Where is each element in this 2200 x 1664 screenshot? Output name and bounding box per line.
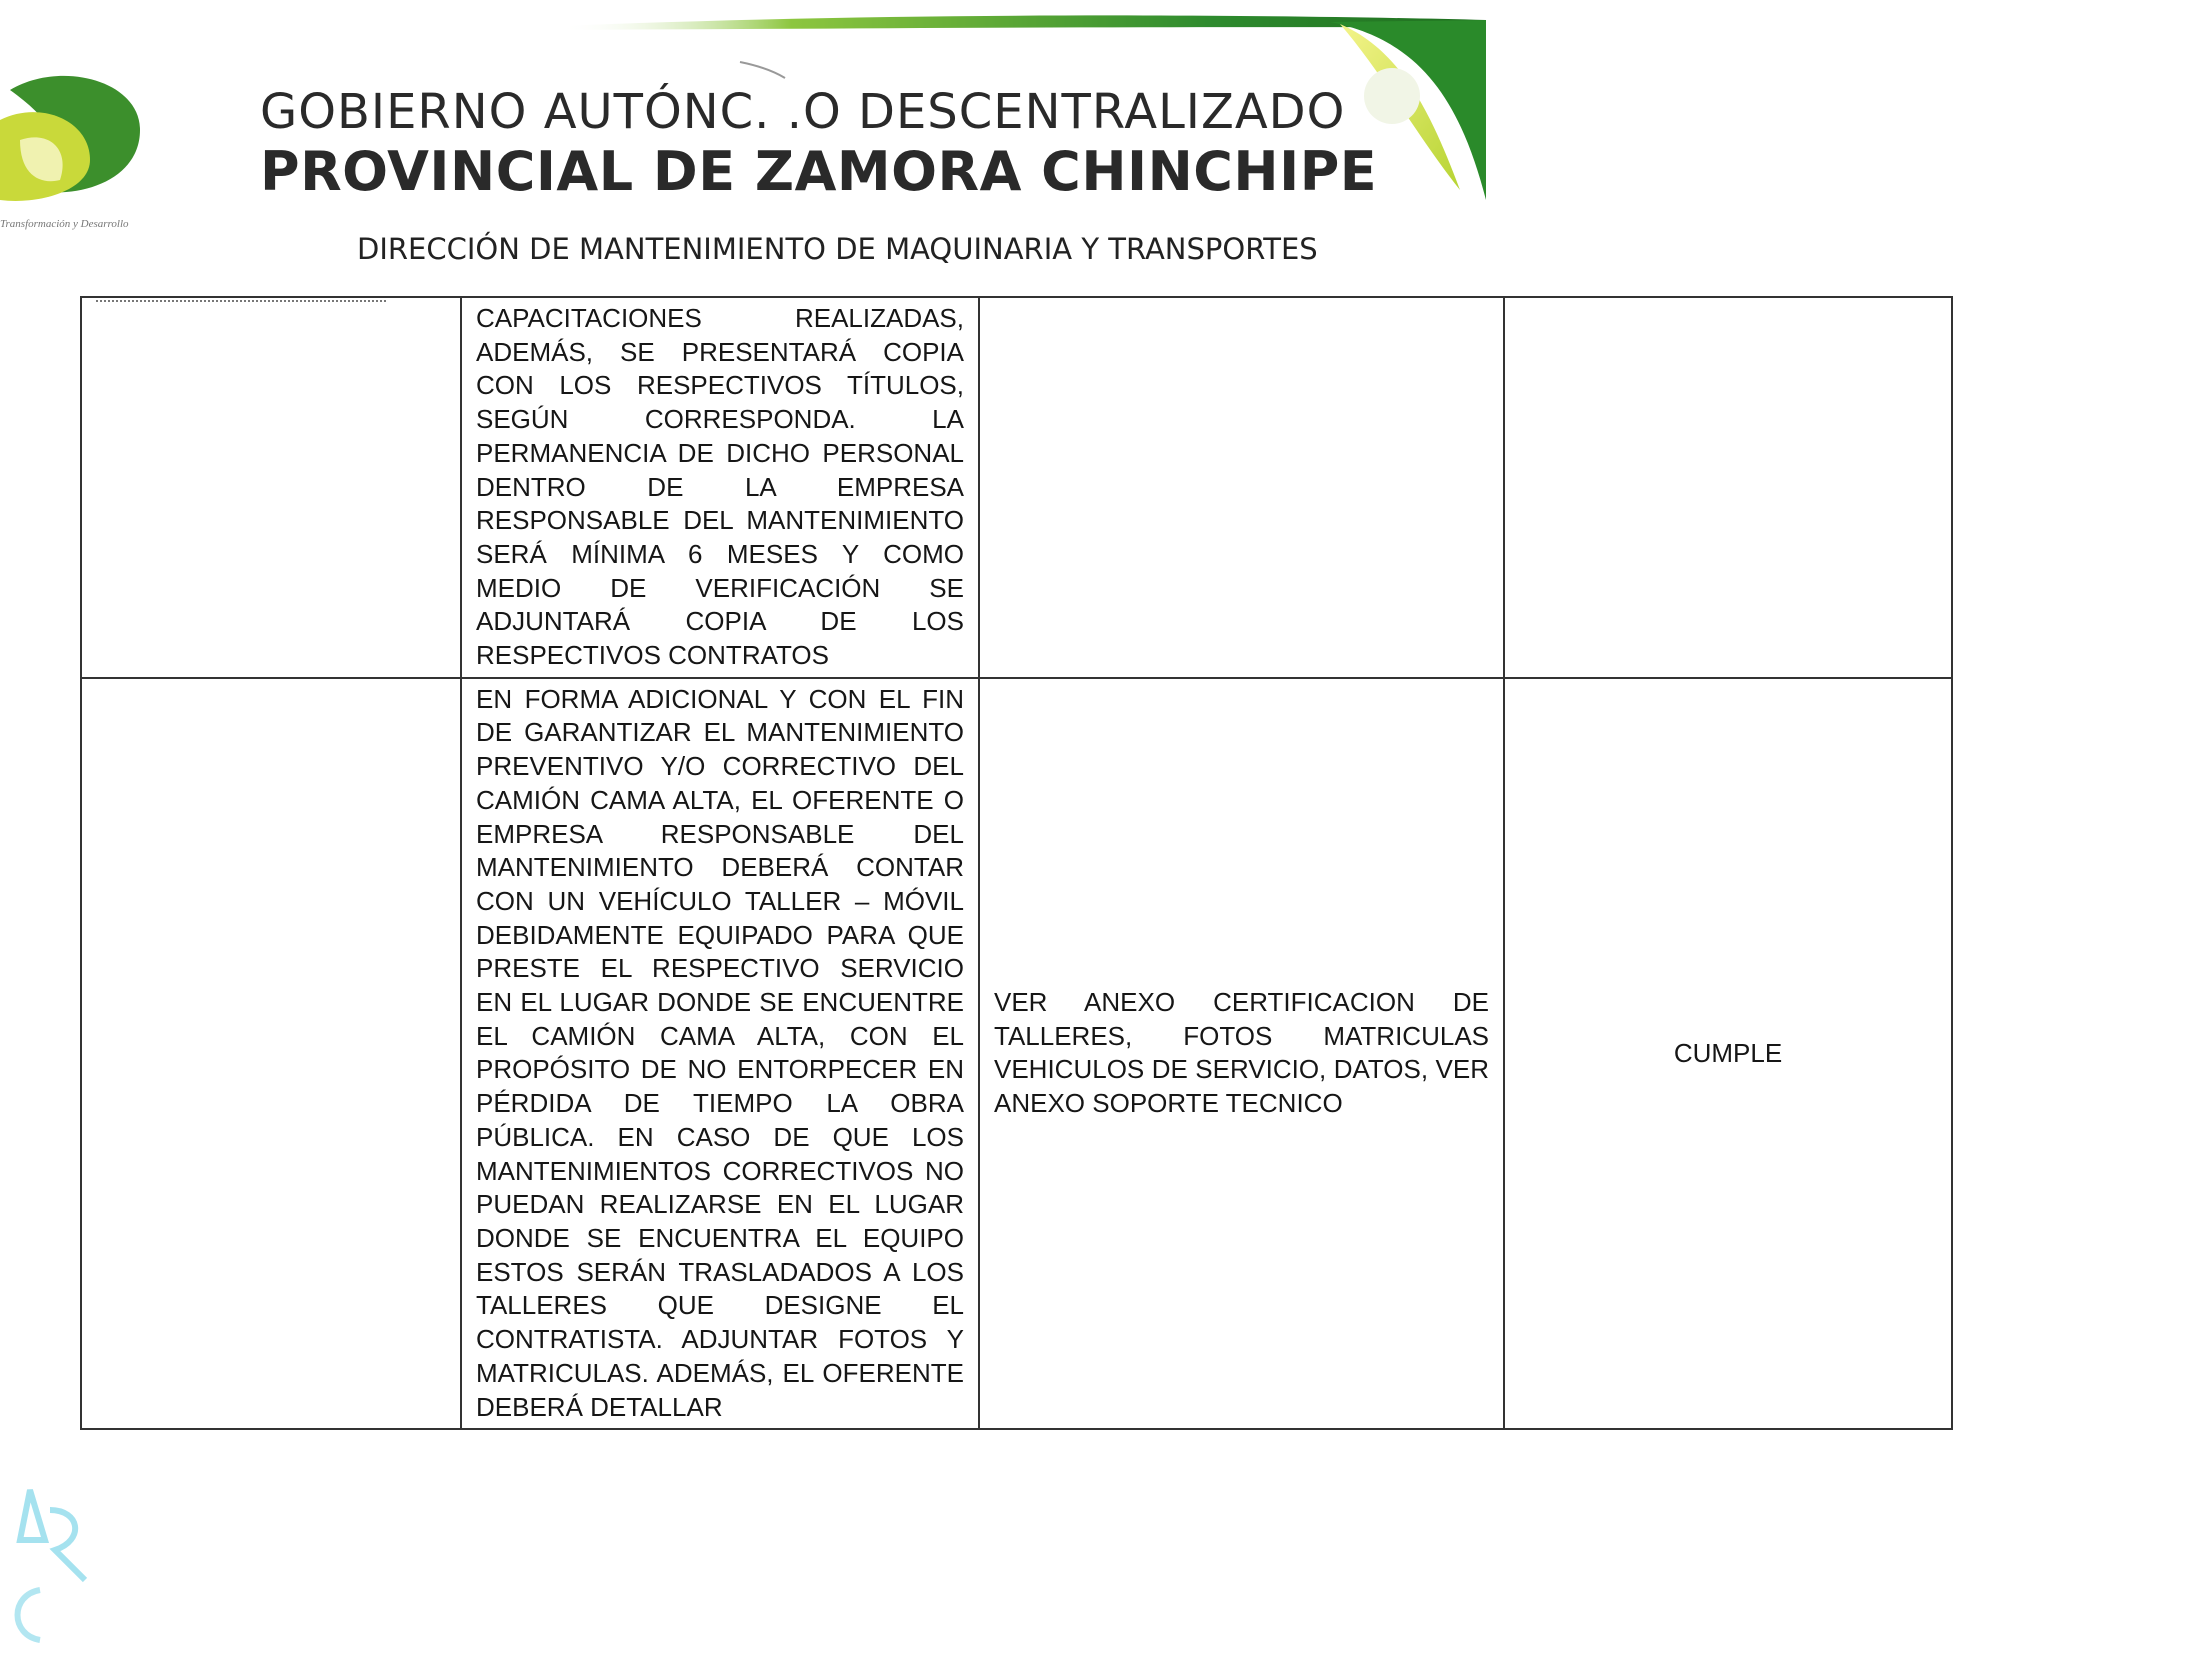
dotted-line bbox=[96, 300, 386, 302]
logo-caption: Transformación y Desarrollo bbox=[0, 218, 129, 230]
table-cell-verification: VER ANEXO CERTIFICACION DE TALLERES, FOTOS MATRICULAS VEHICULOS DE SERVICIO, DATOS, VER ANEXO SOPORTE TECNICO bbox=[979, 678, 1504, 1429]
table-cell-status: CUMPLE bbox=[1504, 678, 1952, 1429]
header-subtitle: DIRECCIÓN DE MANTENIMIENTO DE MAQUINARIA Y TRANSPORTES bbox=[357, 232, 1318, 266]
table-row bbox=[81, 678, 1952, 1429]
header-title-line-1: GOBIERNO AUTÓNC. .O DESCENTRALIZADO bbox=[260, 84, 1346, 140]
table-cell-col1 bbox=[81, 678, 461, 1429]
gad-logo-icon bbox=[0, 60, 150, 210]
requirements-table bbox=[80, 296, 1953, 1430]
table-cell-col1 bbox=[81, 297, 461, 678]
table-cell-requirement: CAPACITACIONES REALIZADAS, ADEMÁS, SE PRESENTARÁ COPIA CON LOS RESPECTIVOS TÍTULOS, SEGÚN CORRESPONDA. LA PERMANENCIA DE DICHO PERSONAL DENTRO DE LA EMPRESA RESPONSABLE DEL MANTENIMIENTO SERÁ MÍNIMA 6 MESES Y COMO MEDIO DE VERIFICACIÓN SE ADJUNTARÁ COPIA DE LOS RESPECTIVOS CONTRATOS bbox=[461, 297, 979, 678]
table-cell-verification bbox=[979, 297, 1504, 678]
header-title-line-2: PROVINCIAL DE ZAMORA CHINCHIPE bbox=[260, 140, 1378, 203]
table-cell-status bbox=[1504, 297, 1952, 678]
table-row bbox=[81, 297, 1952, 678]
table-cell-requirement: EN FORMA ADICIONAL Y CON EL FIN DE GARANTIZAR EL MANTENIMIENTO PREVENTIVO Y/O CORRECTIVO DEL CAMIÓN CAMA ALTA, EL OFERENTE O EMPRESA RESPONSABLE DEL MANTENIMIENTO DEBERÁ CONTAR CON UN VEHÍCULO TALLER – MÓVIL DEBIDAMENTE EQUIPADO PARA QUE PRESTE EL RESPECTIVO SERVICIO EN EL LUGAR DONDE SE ENCUENTRE EL CAMIÓN CAMA ALTA, CON EL PROPÓSITO DE NO ENTORPECER EN PÉRDIDA DE TIEMPO LA OBRA PÚBLICA. EN CASO DE QUE LOS MANTENIMIENTOS CORRECTIVOS NO PUEDAN REALIZARSE EN EL LUGAR DONDE SE ENCUENTRA EL EQUIPO ESTOS SERÁN TRASLADADOS A LOS TALLERES QUE DESIGNE EL CONTRATISTA. ADJUNTAR FOTOS Y MATRICULAS. ADEMÁS, EL OFERENTE DEBERÁ DETALLAR bbox=[461, 678, 979, 1429]
stamp-remnant-graphic bbox=[0, 1470, 100, 1650]
